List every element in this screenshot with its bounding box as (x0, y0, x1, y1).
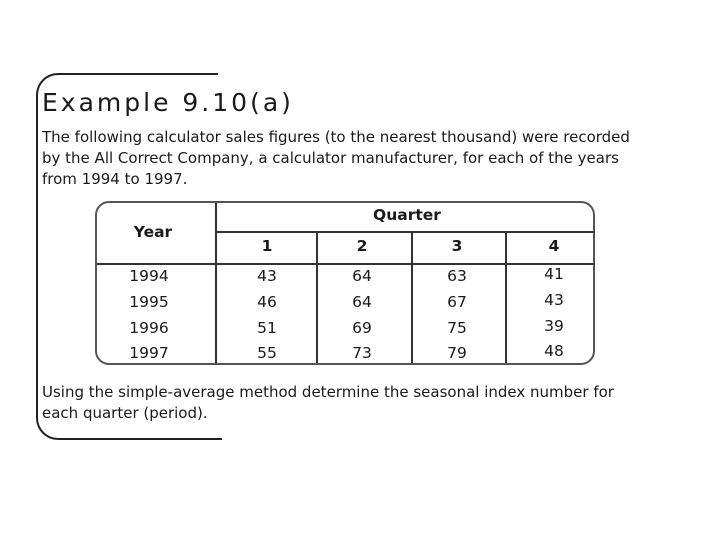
year-cell: 1994 (129, 267, 169, 285)
example-intro: The following calculator sales figures (to the nearest thousand) were recorded by the All Correct Company, a calculator manufacturer, for each of the years from 1994 to 1997. (42, 128, 630, 188)
value-cell: 73 (352, 344, 372, 362)
quarter-divider-3-4 (505, 231, 507, 363)
year-cell: 1996 (129, 319, 169, 337)
value-cell: 48 (544, 342, 564, 360)
value-cell: 55 (257, 344, 277, 362)
year-column-divider (215, 203, 217, 363)
quarter-header: Quarter (373, 206, 441, 224)
value-cell: 43 (544, 291, 564, 309)
year-cell: 1997 (129, 344, 169, 362)
quarter-divider-1-2 (316, 231, 318, 363)
value-cell: 75 (447, 319, 467, 337)
value-cell: 79 (447, 344, 467, 362)
header-bottom-rule (97, 263, 595, 265)
value-cell: 43 (257, 267, 277, 285)
value-cell: 41 (544, 265, 564, 283)
value-cell: 67 (447, 293, 467, 311)
value-cell: 51 (257, 319, 277, 337)
example-title: Example 9.10(a) (42, 88, 294, 117)
quarter-label-2: 2 (356, 237, 368, 255)
value-cell: 46 (257, 293, 277, 311)
year-cell: 1995 (129, 293, 169, 311)
year-header: Year (133, 223, 173, 241)
value-cell: 69 (352, 319, 372, 337)
frame-left-rule (36, 105, 38, 405)
quarter-header-rule (216, 231, 595, 233)
quarter-divider-2-3 (411, 231, 413, 363)
sales-table (95, 201, 595, 365)
value-cell: 39 (544, 317, 564, 335)
value-cell: 64 (352, 267, 372, 285)
quarter-label-3: 3 (451, 237, 463, 255)
quarter-label-1: 1 (261, 237, 273, 255)
value-cell: 64 (352, 293, 372, 311)
value-cell: 63 (447, 267, 467, 285)
quarter-label-4: 4 (548, 237, 560, 255)
example-question: Using the simple-average method determine the seasonal index number for each quarter (period). (42, 383, 614, 422)
